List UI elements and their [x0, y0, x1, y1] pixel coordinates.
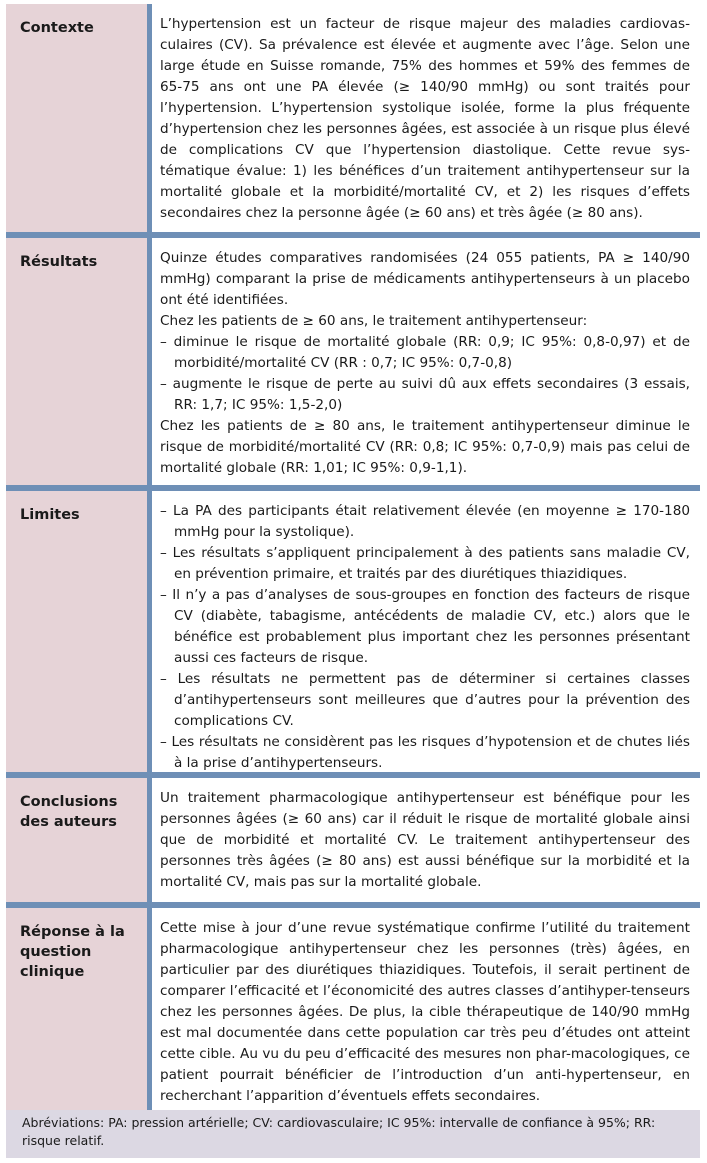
section-label: Réponse à la question clinique	[6, 908, 147, 1110]
section-content	[152, 4, 700, 232]
section-reponse	[6, 908, 700, 1110]
section-label: Limites	[6, 491, 147, 772]
bullet-item: – Les résultats s’appliquent principalement à des patients sans maladie CV, en prévention primaire, et traités par des diurétiques thiazidiques.	[160, 545, 690, 582]
section-content	[152, 778, 700, 902]
paragraph: L’hypertension est un facteur de risque majeur des maladies cardiovas-culaires (CV). Sa prévalence est élevée et augmente avec l’âge. Selon une large étude en Suisse romande, 75% des hommes et 59% des femmes de 65-75 ans ont une PA élevée (≥ 140/90 mmHg) ou sont traités pour l’hypertension. L’hypertension systolique isolée, forme la plus fréquente d’hypertension chez les personnes âgées, est associée à un risque plus élevé de complications CV que l’hypertension diastolique. Cette revue sys-tématique évalue: 1) les bénéfices d’un traitement antihypertenseur sur la mortalité globale et la morbidité/mortalité CV, et 2) les risques d’effets secondaires chez la personne âgée (≥ 60 ans) et très âgée (≥ 80 ans).	[160, 16, 690, 221]
section-contexte	[6, 4, 700, 232]
paragraph: Cette mise à jour d’une revue systématique confirme l’utilité du traitement pharmacologique antihypertenseur chez les personnes (très) âgées, en particulier par des diurétiques thiazidiques. Toutefois, il serait pertinent de comparer l’efficacité et l’économicité des autres classes d’antihyper-tenseurs chez les personnes âgées. De plus, la cible thérapeutique de 140/90 mmHg est mal documentée dans cette population car très peu d’études ont atteint cette cible. Au vu du peu d’efficacité des mesures non phar-macologiques, ce patient pourrait bénéficier de l’introduction d’un anti-hypertenseur, en recherchant l’apparition d’éventuels effets secondaires.	[160, 920, 690, 1104]
bullet-item: – Les résultats ne considèrent pas les risques d’hypotension et de chutes liés à la prise d’antihypertenseurs.	[160, 734, 690, 771]
bullet-item: – Il n’y a pas d’analyses de sous-groupes en fonction des facteurs de risque CV (diabète, tabagisme, antécédents de maladie CV, etc.) alors que le bénéfice est probablement plus important chez les personnes présentant aussi ces facteurs de risque.	[160, 587, 690, 666]
section-content	[152, 238, 700, 485]
bullet-item: – Les résultats ne permettent pas de déterminer si certaines classes d’antihypertenseurs sont meilleures que d’autres pour la prévention des complications CV.	[160, 671, 690, 729]
paragraph: Chez les patients de ≥ 60 ans, le traitement antihypertenseur:	[160, 313, 588, 329]
paragraph: Quinze études comparatives randomisées (24 055 patients, PA ≥ 140/90 mmHg) comparant la prise de médicaments antihypertenseurs à un placebo ont été identifiées.	[160, 250, 690, 308]
section-label: Résultats	[6, 238, 147, 485]
section-content	[152, 491, 700, 772]
section-limites	[6, 491, 700, 772]
section-content	[152, 908, 700, 1110]
section-resultats	[6, 238, 700, 485]
bullet-item: – augmente le risque de perte au suivi dû aux effets secondaires (3 essais, RR: 1,7; IC 95%: 1,5-2,0)	[160, 376, 690, 413]
bullet-item: – diminue le risque de mortalité globale (RR: 0,9; IC 95%: 0,8-0,97) et de morbidité/mortalité CV (RR : 0,7; IC 95%: 0,7-0,8)	[160, 334, 690, 371]
paragraph: Chez les patients de ≥ 80 ans, le traitement antihypertenseur diminue le risque de morbidité/mortalité CV (RR: 0,8; IC 95%: 0,7-0,9) mais pas celui de mortalité globale (RR: 1,01; IC 95%: 0,9-1,1).	[160, 418, 690, 476]
abbreviations-footnote: Abréviations: PA: pression artérielle; CV: cardiovasculaire; IC 95%: intervalle de confiance à 95%; RR: risque relatif.	[6, 1110, 700, 1158]
section-label: Contexte	[6, 4, 147, 232]
section-conclusions	[6, 778, 700, 902]
paragraph: Un traitement pharmacologique antihypertenseur est bénéfique pour les personnes âgées (≥ 60 ans) car il réduit le risque de mortalité globale ainsi que de morbidité et mortalité CV. Le traitement antihypertenseur des personnes très âgées (≥ 80 ans) est aussi bénéfique sur la morbidité et la mortalité CV, mais pas sur la mortalité globale.	[160, 790, 690, 890]
bullet-item: – La PA des participants était relativement élevée (en moyenne ≥ 170-180 mmHg pour la systolique).	[160, 503, 690, 540]
summary-table	[6, 4, 700, 1158]
section-label: Conclusions des auteurs	[6, 778, 147, 902]
